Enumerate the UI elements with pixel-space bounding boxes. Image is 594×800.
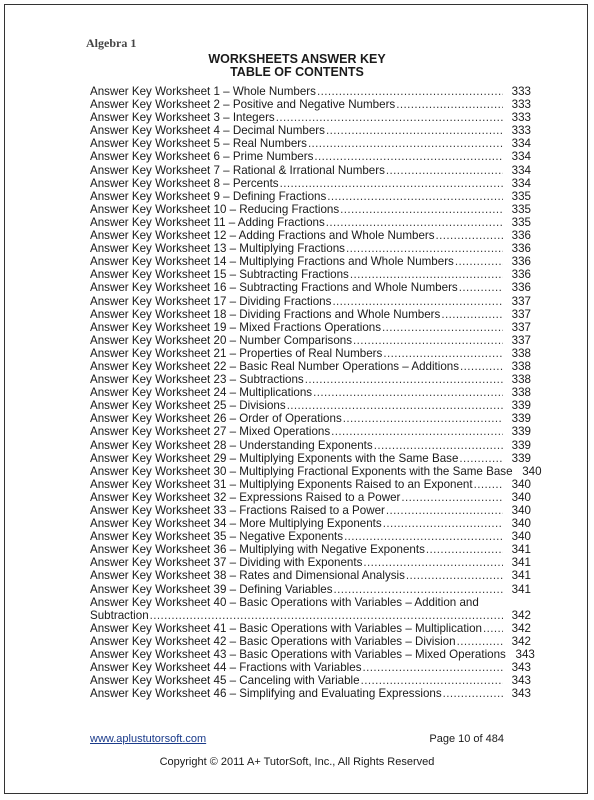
toc-entry[interactable]	[90, 596, 531, 609]
toc-entry-page: 338	[511, 346, 531, 360]
toc-entry-page: 336	[511, 255, 531, 269]
toc-entry[interactable]	[90, 491, 531, 504]
toc-entry-title: Answer Key Worksheet 4 – Decimal Numbers	[90, 124, 325, 138]
toc-entry-page: 334	[511, 137, 531, 151]
toc-entry[interactable]	[90, 281, 531, 294]
toc-entry-page: 339	[511, 438, 531, 452]
toc-entry[interactable]	[90, 150, 531, 163]
dot-leader	[313, 386, 503, 399]
toc-entry-title: Answer Key Worksheet 45 – Canceling with Variable	[90, 674, 360, 688]
toc-entry-title: Answer Key Worksheet 30 – Multiplying Fractional Exponents with the Same Base	[90, 464, 513, 478]
dot-leader	[457, 635, 503, 648]
dot-leader	[317, 85, 503, 98]
toc-entry[interactable]	[90, 203, 531, 216]
toc-entry[interactable]	[90, 583, 531, 596]
dot-leader	[406, 569, 503, 582]
dot-leader	[443, 687, 503, 700]
toc-entry-title: Answer Key Worksheet 31 – Multiplying Exponents Raised to an Exponent	[90, 477, 473, 491]
toc-entry-page: 333	[511, 111, 531, 125]
toc-entry[interactable]	[90, 98, 531, 111]
toc-entry-page: 337	[511, 294, 531, 308]
toc-entry-page: 340	[511, 530, 531, 544]
toc-entry-page: 343	[511, 687, 531, 701]
dot-leader	[150, 609, 503, 622]
toc-entry-title: Answer Key Worksheet 8 – Percents	[90, 176, 279, 190]
toc-entry-title: Answer Key Worksheet 21 – Properties of Real Numbers	[90, 346, 383, 360]
dot-leader	[363, 661, 504, 674]
toc-entry[interactable]	[90, 399, 531, 412]
toc-entry[interactable]	[90, 687, 531, 700]
toc-entry-title: Answer Key Worksheet 38 – Rates and Dimensional Analysis	[90, 569, 405, 583]
dot-leader	[326, 216, 503, 229]
page-number: Page 10 of 484	[429, 733, 504, 745]
toc-entry[interactable]	[90, 517, 531, 530]
toc-entry-title: Answer Key Worksheet 29 – Multiplying Exponents with the Same Base	[90, 451, 459, 465]
toc-entry-title: Answer Key Worksheet 26 – Order of Operations	[90, 412, 342, 426]
dot-leader	[455, 255, 503, 268]
toc-entry[interactable]	[90, 177, 531, 190]
dot-leader	[396, 98, 503, 111]
website-link[interactable]: www.aplustutorsoft.com	[90, 733, 207, 745]
toc-entry-page: 341	[511, 556, 531, 570]
toc-entry[interactable]	[90, 609, 531, 622]
toc-entry-title: Answer Key Worksheet 3 – Integers	[90, 111, 275, 125]
toc-entry-title: Answer Key Worksheet 25 – Divisions	[90, 399, 286, 413]
toc-entry-title: Answer Key Worksheet 15 – Subtracting Fractions	[90, 268, 349, 282]
toc-entry-page: 336	[511, 268, 531, 282]
toc-entry-title: Answer Key Worksheet 1 – Whole Numbers	[90, 85, 316, 98]
dot-leader	[280, 177, 503, 190]
toc-entry-page: 343	[511, 661, 531, 675]
toc-entry-page: 336	[511, 281, 531, 295]
toc-entry-page: 340	[511, 490, 531, 504]
toc-entry-page: 341	[511, 543, 531, 557]
toc-entry-title: Answer Key Worksheet 14 – Multiplying Fractions and Whole Numbers	[90, 255, 454, 269]
toc-entry-page: 338	[511, 359, 531, 373]
toc-entry-title: Answer Key Worksheet 32 – Expressions Raised to a Power	[90, 490, 401, 504]
dot-leader	[327, 190, 503, 203]
toc-entry[interactable]	[90, 635, 531, 648]
toc-entry[interactable]	[90, 674, 531, 687]
toc-entry-page: 341	[511, 569, 531, 583]
table-of-contents	[90, 85, 542, 701]
toc-entry-title: Answer Key Worksheet 36 – Multiplying with Negative Exponents	[90, 543, 425, 557]
toc-entry-page: 338	[511, 386, 531, 400]
toc-entry-page: 337	[511, 307, 531, 321]
toc-entry-page: 341	[511, 582, 531, 596]
toc-entry-page: 340	[511, 517, 531, 531]
toc-entry-page: 342	[511, 634, 531, 648]
toc-entry[interactable]	[90, 425, 531, 438]
toc-entry[interactable]	[90, 530, 531, 543]
toc-entry-title: Answer Key Worksheet 44 – Fractions with Variables	[90, 661, 362, 675]
dot-leader	[326, 124, 503, 137]
toc-entry-title: Answer Key Worksheet 34 – More Multiplying Exponents	[90, 517, 382, 531]
toc-entry-title: Answer Key Worksheet 33 – Fractions Raised to a Power	[90, 504, 385, 517]
toc-entry[interactable]	[90, 464, 542, 478]
toc-entry-page: 333	[511, 98, 531, 112]
toc-entry-title: Answer Key Worksheet 28 – Understanding Exponents	[90, 438, 373, 452]
toc-entry[interactable]	[90, 229, 531, 242]
toc-entry-page: 337	[511, 333, 531, 347]
toc-entry-title: Answer Key Worksheet 12 – Adding Fractions and Whole Numbers	[90, 229, 435, 243]
toc-entry-page: 336	[511, 242, 531, 256]
toc-entry-page: 335	[511, 215, 531, 229]
toc-entry[interactable]	[90, 661, 531, 674]
toc-entry-title: Answer Key Worksheet 10 – Reducing Fractions	[90, 202, 340, 216]
toc-entry[interactable]	[90, 216, 531, 229]
toc-entry[interactable]	[90, 334, 531, 347]
dot-leader	[386, 164, 503, 177]
dot-leader	[426, 543, 503, 556]
toc-entry-page: 333	[511, 85, 531, 98]
toc-entry-page: 334	[511, 150, 531, 164]
toc-entry[interactable]	[90, 556, 531, 569]
toc-entry[interactable]	[90, 504, 531, 517]
toc-entry-title: Answer Key Worksheet 5 – Real Numbers	[90, 137, 307, 151]
dot-leader	[331, 425, 503, 438]
toc-entry[interactable]	[90, 452, 531, 465]
dot-leader	[483, 622, 503, 635]
toc-entry-page: 334	[511, 176, 531, 190]
dot-leader	[474, 478, 503, 491]
page-subtitle: TABLE OF CONTENTS	[230, 65, 364, 79]
toc-entry[interactable]	[90, 295, 531, 308]
dot-leader	[383, 347, 503, 360]
toc-entry-title: Answer Key Worksheet 18 – Dividing Fractions and Whole Numbers	[90, 307, 441, 321]
toc-entry-title: Answer Key Worksheet 46 – Simplifying and Evaluating Expressions	[90, 687, 442, 701]
dot-leader	[350, 268, 503, 281]
toc-entry-page: 342	[511, 608, 531, 622]
toc-entry-title: Answer Key Worksheet 7 – Rational & Irrational Numbers	[90, 163, 385, 177]
toc-entry[interactable]	[90, 648, 535, 662]
toc-entry-title: Answer Key Worksheet 6 – Prime Numbers	[90, 150, 314, 164]
toc-entry-page: 339	[511, 412, 531, 426]
dot-leader	[436, 229, 503, 242]
toc-entry-title: Answer Key Worksheet 24 – Multiplications	[90, 386, 313, 400]
toc-entry-page: 340	[522, 464, 542, 478]
toc-entry-title: Answer Key Worksheet 13 – Multiplying Fractions	[90, 242, 345, 256]
toc-entry-page: 339	[511, 399, 531, 413]
dot-leader	[361, 674, 503, 687]
toc-entry[interactable]	[90, 308, 531, 321]
toc-entry-title: Answer Key Worksheet 37 – Dividing with Exponents	[90, 556, 363, 570]
dot-leader	[314, 150, 503, 163]
toc-entry-page: 339	[511, 425, 531, 439]
toc-entry-page: 338	[511, 373, 531, 387]
toc-entry[interactable]	[90, 137, 531, 150]
toc-entry[interactable]	[90, 386, 531, 399]
toc-entry-title: Answer Key Worksheet 19 – Mixed Fractions Operations	[90, 320, 382, 334]
dot-leader	[276, 111, 503, 124]
toc-entry-page: 339	[511, 451, 531, 465]
toc-entry[interactable]	[90, 569, 531, 582]
dot-leader	[460, 360, 503, 373]
dot-leader	[343, 412, 503, 425]
toc-entry-page: 343	[511, 674, 531, 688]
dot-leader	[386, 504, 503, 517]
toc-entry-page: 340	[511, 477, 531, 491]
dot-leader	[308, 137, 503, 150]
toc-entry-page: 337	[511, 320, 531, 334]
toc-entry-title: Answer Key Worksheet 40 – Basic Operations with Variables – Addition and	[90, 595, 479, 609]
toc-entry-title: Answer Key Worksheet 16 – Subtracting Fractions and Whole Numbers	[90, 281, 458, 295]
dot-leader	[332, 295, 503, 308]
toc-entry-title: Answer Key Worksheet 20 – Number Comparisons	[90, 333, 353, 347]
toc-entry[interactable]	[90, 543, 531, 556]
toc-entry[interactable]	[90, 321, 531, 334]
dot-leader	[340, 203, 503, 216]
page-title: WORKSHEETS ANSWER KEY	[208, 52, 386, 66]
dot-leader	[383, 517, 503, 530]
toc-entry-title: Answer Key Worksheet 9 – Defining Fractions	[90, 189, 327, 203]
toc-entry-page: 342	[511, 621, 531, 635]
toc-entry[interactable]	[90, 439, 531, 452]
toc-entry-page: 335	[511, 189, 531, 203]
book-title: Algebra 1	[86, 36, 137, 50]
toc-entry[interactable]	[90, 111, 531, 124]
toc-entry[interactable]	[90, 268, 531, 281]
dot-leader	[344, 530, 503, 543]
toc-entry-title: Answer Key Worksheet 39 – Defining Variables	[90, 582, 333, 596]
toc-entry-page: 340	[511, 504, 531, 517]
dot-leader	[401, 491, 503, 504]
toc-entry-title: Answer Key Worksheet 23 – Subtractions	[90, 373, 304, 387]
toc-entry-title: Answer Key Worksheet 17 – Dividing Fractions	[90, 294, 332, 308]
toc-entry[interactable]	[90, 622, 531, 635]
toc-entry[interactable]	[90, 164, 531, 177]
toc-entry[interactable]	[90, 255, 531, 268]
copyright-notice: Copyright © 2011 A+ TutorSoft, Inc., All Rights Reserved	[159, 756, 435, 768]
toc-entry-title: Answer Key Worksheet 35 – Negative Exponents	[90, 530, 344, 544]
toc-entry-title: Answer Key Worksheet 11 – Adding Fractions	[90, 215, 325, 229]
toc-entry-page: 335	[511, 202, 531, 216]
toc-entry-title: Answer Key Worksheet 27 – Mixed Operations	[90, 425, 331, 439]
toc-entry[interactable]	[90, 242, 531, 255]
dot-leader	[346, 242, 503, 255]
toc-entry-page: 333	[511, 124, 531, 138]
dot-leader	[374, 439, 503, 452]
dot-leader	[353, 334, 503, 347]
dot-leader	[334, 583, 503, 596]
toc-entry-title: Answer Key Worksheet 22 – Basic Real Number Operations – Additions	[90, 359, 460, 373]
toc-entry-title: Answer Key Worksheet 43 – Basic Operations with Variables – Mixed Operations	[90, 648, 506, 662]
dot-leader	[363, 556, 503, 569]
toc-entry[interactable]	[90, 190, 531, 203]
toc-entry[interactable]	[90, 478, 531, 491]
dot-leader	[287, 399, 503, 412]
toc-entry-page: 336	[511, 229, 531, 243]
dot-leader	[459, 452, 503, 465]
toc-entry-page: 343	[515, 648, 535, 662]
dot-leader	[459, 281, 503, 294]
dot-leader	[382, 321, 503, 334]
toc-entry[interactable]	[90, 360, 531, 373]
toc-entry[interactable]	[90, 124, 531, 137]
toc-entry[interactable]	[90, 373, 531, 386]
toc-entry-title: Answer Key Worksheet 2 – Positive and Negative Numbers	[90, 98, 396, 112]
dot-leader	[441, 308, 503, 321]
toc-entry[interactable]	[90, 347, 531, 360]
toc-entry-title: Answer Key Worksheet 41 – Basic Operations with Variables – Multiplication	[90, 621, 483, 635]
toc-entry-title: Subtraction	[90, 608, 149, 622]
toc-entry-title: Answer Key Worksheet 42 – Basic Operations with Variables – Division	[90, 634, 456, 648]
toc-entry[interactable]	[90, 412, 531, 425]
toc-entry[interactable]	[90, 85, 531, 98]
dot-leader	[305, 373, 503, 386]
toc-entry-page: 334	[511, 163, 531, 177]
